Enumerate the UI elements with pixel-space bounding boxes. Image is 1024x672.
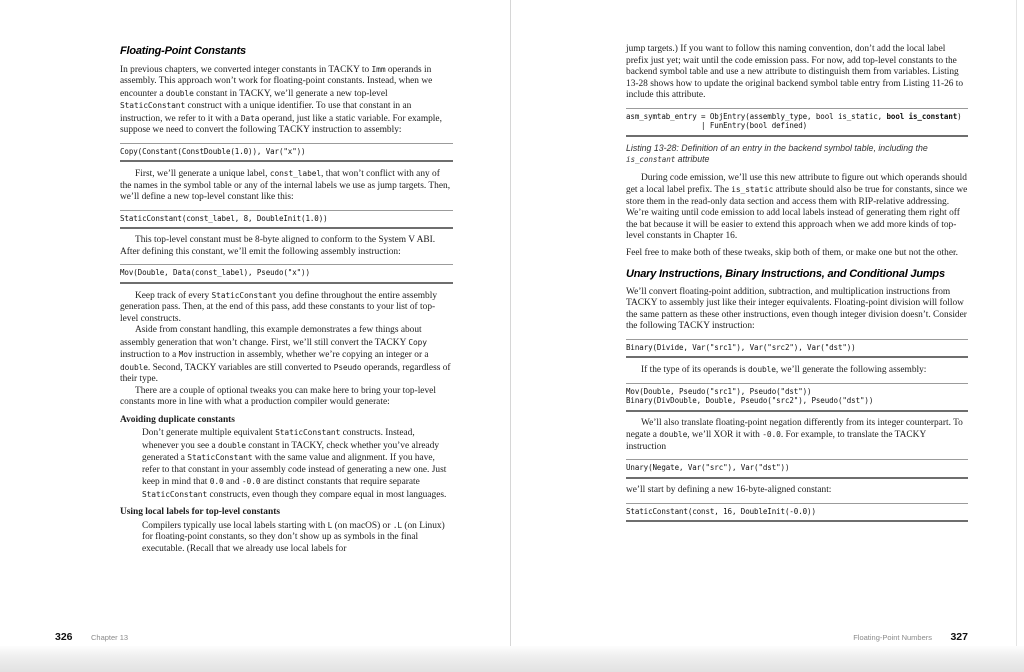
subheading: Avoiding duplicate constants [120,414,235,425]
inline-code: double [748,365,776,375]
text-segment: Unary(Negate, Var("src"), Var("dst")) [626,463,790,473]
text-segment: , that won’t conflict with any of the names in the symbol table or any of the internal labels we use as jump targets. Then, we’ll define a new top-level constant like this: [120,169,451,203]
text-segment: Mov(Double, Data(const_label), Pseudo("x")) [120,268,310,278]
inline-code: double [218,440,246,450]
paragraph [120,386,453,409]
code-listing [120,143,453,163]
inline-code: .L [392,520,403,530]
text-segment: Binary(DivDouble, Double, Pseudo("src2"), Pseudo("dst")) [626,396,874,406]
text-segment: . For example, to translate the TACKY instruction [626,430,926,452]
text-segment: In previous chapters, we converted integer constants in TACKY to [120,64,372,75]
code-line [626,396,968,406]
code-line [120,268,453,278]
text-segment: StaticConstant(const_label, 8, DoubleInit(1.0)) [120,213,328,223]
code-line [626,507,968,517]
code-listing [626,459,968,479]
chapter-label: Chapter 13 [90,633,129,642]
code-line [626,463,968,473]
inline-code: StaticConstant [120,101,186,110]
text-segment: Feel free to make both of these tweaks, skip both of them, or make one but not the other. [626,247,958,258]
inline-code: double [165,88,194,98]
inline-code: Imm [371,64,386,74]
text-segment: operand, just like a static variable. For example, suppose we need to convert the following TACKY instruction to assembly: [120,113,442,135]
inline-code: StaticConstant [187,453,253,463]
right-page-footer [626,627,968,645]
paragraph [626,364,968,377]
section-label: Floating-Point Numbers [853,633,933,642]
inline-code: Data [240,113,260,123]
text-segment: Copy(Constant(ConstDouble(1.0)), Var("x")) [120,146,306,156]
text-segment: attribute should also be true for constants, since we store them in the read-only data section and access them with RIP-relative addressing. We’re waiting until code emission to add local labels instead of generating them right off the bat because it will be easier to extend this approach when we add more kinds of top-level constants in Chapter 16. [626,185,968,242]
text-segment: with the same value and alignment. If you have, refer to that constant in your assembly code instead of generating a new one. Just keep in mind that [142,453,447,488]
code-listing [626,339,968,359]
text-segment: operands, regardless of their type. [120,362,451,385]
paragraph [120,64,453,137]
inline-code: -0.0 [762,430,781,440]
code-line [626,343,968,353]
text-segment: and [223,477,242,488]
text-segment: StaticConstant(const, 16, DoubleInit(-0.0)) [626,506,816,516]
inline-code: StaticConstant [275,428,341,438]
text-segment: . Second, TACKY variables are still converted to [147,362,334,373]
paragraph [626,248,968,260]
code-line [626,387,968,397]
left-page-content [120,46,453,555]
text-segment: instruction in assembly, whether we’re copying an integer or a [192,350,429,361]
text-segment: (on Linux) for floating-point constants, so they don’t show up as symbols in the final executable. (Recall that we already use local labels for [142,520,445,554]
inline-code: StaticConstant [142,489,208,499]
text-segment: constant in TACKY, we’ll generate a new top-level [193,88,388,99]
text-segment: , we’ll XOR it with [687,430,763,441]
text-segment: constructs, even though they compare equal in most languages. [207,489,447,500]
code-listing [626,108,968,137]
text-segment: Mov(Double, Pseudo("src1"), Pseudo("dst")) [626,386,812,396]
inline-code: double [659,430,688,440]
paragraph [626,287,968,333]
inline-code: Pseudo [333,362,362,372]
text-segment: Keep track of every [135,290,212,301]
text-segment: We’ll convert floating-point addition, subtraction, and multiplication instructions from TACKY to assembly just like their integer equivalents. Floating-point division will follow the same pattern as these other instructions, even though integer division doesn’t. Consider the following TACKY instruction: [626,286,967,332]
bottom-page-edge [0,646,1024,672]
inline-code: L [327,520,333,530]
inline-code: -0.0 [241,477,261,487]
text-segment: | FunEntry(bool defined) [626,121,808,131]
text-segment: constructs. Instead, whenever you see a [142,428,415,451]
code-listing [626,503,968,523]
listing-caption [626,143,968,165]
inline-code: double [120,362,148,372]
inline-code: is_constant [626,154,676,164]
inline-code: 0.0 [209,477,224,487]
text-segment: instruction to a [120,350,179,361]
section-heading: Unary Instructions, Binary Instructions, and Conditional Jumps [626,268,945,281]
code-listing [120,210,453,230]
text-segment: asm_symtab_entry = ObjEntry(assembly_type, bool is_static, [626,111,887,121]
text-segment: We’ll also translate floating-point negation differently from its integer counterpart. To negate a [626,417,963,441]
paragraph [120,290,453,326]
code-line [626,112,968,122]
inline-code: const_label [269,169,322,179]
paragraph [142,520,453,556]
text-segment: Aside from constant handling, this example demonstrates a few things about assembly generation that won’t change. First, we’ll still convert the TACKY [120,325,422,348]
paragraph [626,173,968,243]
paragraph [626,44,968,102]
text-segment: attribute [675,153,710,164]
paragraph [120,168,453,204]
text-segment: we’ll start by defining a new 16-byte-aligned constant: [626,485,832,496]
text-segment: Listing 13-28: Definition of an entry in the backend symbol table, including the [626,142,928,153]
paragraph [626,418,968,454]
page-number: 326 [55,631,73,643]
code-line [120,214,453,224]
code-listing [626,383,968,412]
text-segment: Binary(Divide, Var("src1"), Var("src2"), Var("dst")) [626,342,856,352]
paragraph [626,485,968,497]
inline-code: StaticConstant [211,290,277,300]
text-segment: (on macOS) or [332,520,393,531]
text-segment: are distinct constants that require separate [260,477,420,488]
section-heading: Floating-Point Constants [120,45,246,57]
code-listing [120,264,453,284]
right-page-content [626,44,968,528]
paragraph [142,427,453,501]
left-page-footer [55,627,128,645]
text-segment: First, we’ll generate a unique label, [135,169,270,180]
text-segment: , we’ll generate the following assembly: [775,365,927,376]
text-segment: This top-level constant must be 8-byte aligned to conform to the System V ABI. After defining this constant, we’ll emit the following assembly instruction: [120,235,436,257]
right-page-edge [1016,0,1017,648]
text-segment: If the type of its operands is [641,365,749,376]
paragraph [120,325,453,386]
text-segment: During code emission, we’ll use this new attribute to figure out which operands should get a local label prefix. The [626,172,967,196]
page-spine-divider [510,0,511,648]
text-segment: you define throughout the entire assembly generation pass. Then, at the end of this pass, add these constants to your list of top-level constructs. [120,290,438,324]
inline-code: is_static [731,185,774,195]
text-segment: operands in assembly. This approach won’t work for floating-point constants. Instead, when we encounter a [120,64,433,99]
text-segment: construct with a unique identifier. To use that constant in an instruction, we refer to it with a [120,101,412,124]
inline-code: Copy [408,337,427,347]
subheading: Using local labels for top-level constants [120,507,280,518]
text-segment: Compilers typically use local labels starting with [142,520,328,531]
text-segment: bool is_constant [886,111,958,121]
text-segment: There are a couple of optional tweaks you can make here to bring your top-level constants more in line with what a production compiler would generate: [120,385,436,408]
paragraph [120,235,453,258]
page-number: 327 [950,631,968,643]
text-segment: Don’t generate multiple equivalent [142,428,276,439]
code-line [626,121,968,131]
text-segment: ) [957,111,962,121]
text-segment: jump targets.) If you want to follow this naming convention, don’t add the local label prefix just yet; wait until the code emission pass. For now, add top-level constants to the backend symbol table and use a new attribute to distinguish them from variables. Listing 13-28 shows how to update the original backend symbol table entry from Listing 11-26 to include this attribute. [626,44,964,100]
code-line [120,147,453,157]
inline-code: Mov [178,350,193,360]
text-segment: constant in TACKY, check whether you’ve already generated a [142,440,440,464]
